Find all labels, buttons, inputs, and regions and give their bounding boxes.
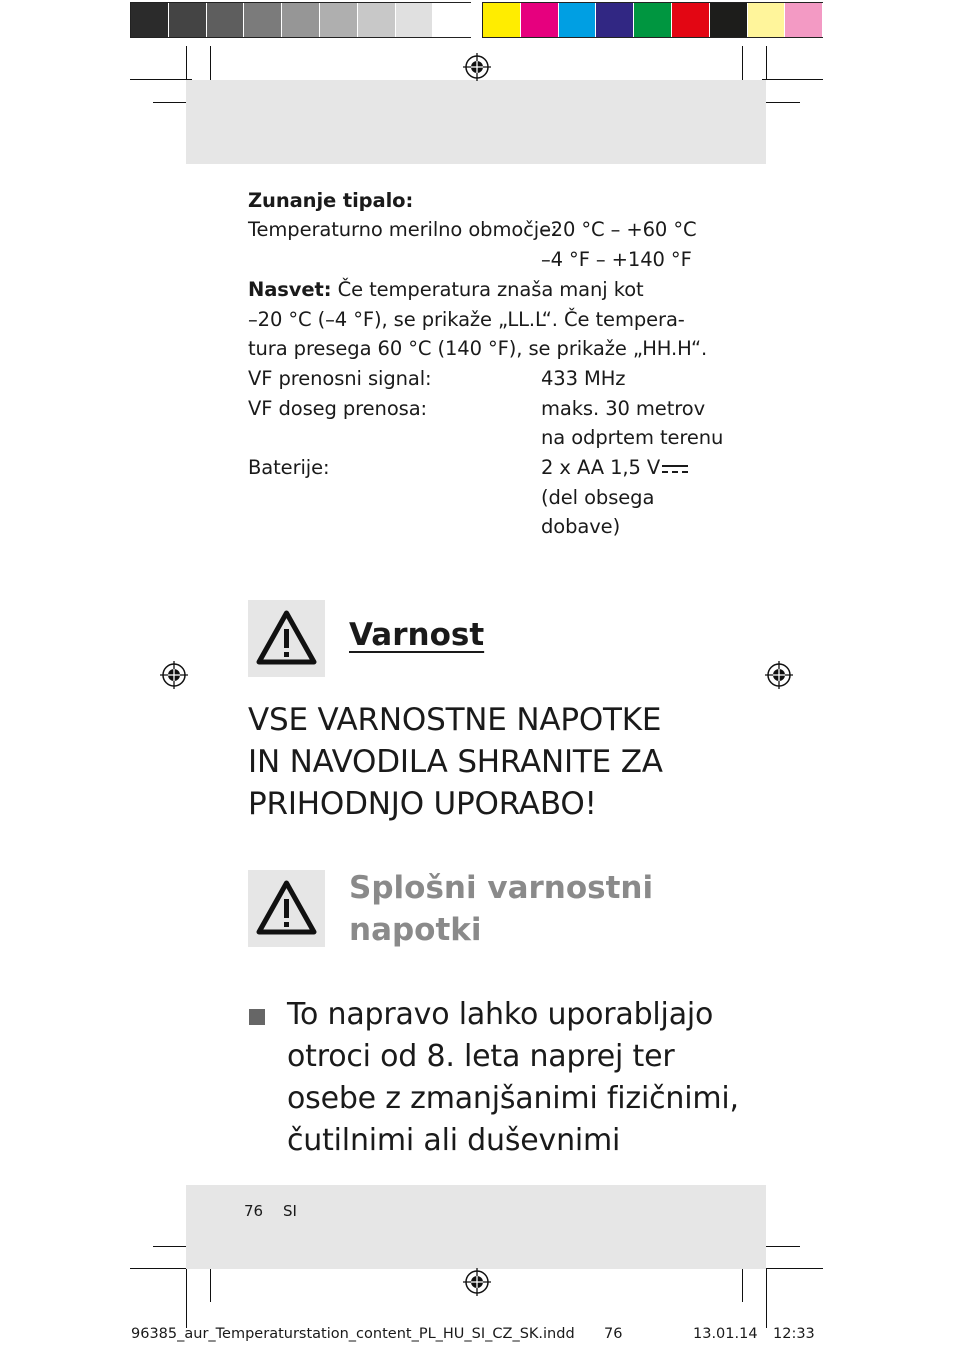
caps-notice-line-3: PRIHODNJO UPORABO! bbox=[248, 786, 597, 822]
battery-value-1 bbox=[541, 453, 688, 483]
color-swatch bbox=[483, 3, 521, 37]
color-swatch bbox=[748, 3, 786, 37]
registration-mark-icon bbox=[160, 661, 188, 689]
crop-mark bbox=[186, 1268, 187, 1328]
rf-signal-label: VF prenosni signal: bbox=[248, 367, 432, 390]
battery-value-text: 2 x AA 1,5 V bbox=[541, 456, 661, 479]
temp-range-celsius: –20 °C – +60 °C bbox=[541, 218, 697, 241]
crop-mark bbox=[766, 46, 767, 80]
general-safety-heading-line-1: Splošni varnostni bbox=[349, 870, 654, 906]
tip-line-2: –20 °C (–4 °F), se prikaže „LL.L“. Če tempera- bbox=[248, 308, 685, 331]
bullet-text-line-1: To napravo lahko uporabljajo bbox=[287, 997, 714, 1032]
crop-mark bbox=[766, 1268, 767, 1328]
bullet-square-icon bbox=[249, 1009, 265, 1025]
tip-line-1 bbox=[248, 275, 644, 305]
caps-notice-line-1: VSE VARNOSTNE NAPOTKE bbox=[248, 702, 662, 738]
crop-mark bbox=[130, 79, 192, 80]
battery-label: Baterije: bbox=[248, 456, 330, 479]
temp-range-fahrenheit: –4 °F – +140 °F bbox=[541, 248, 692, 271]
crop-mark bbox=[130, 1268, 192, 1269]
registration-mark-icon bbox=[463, 1268, 491, 1296]
color-swatch bbox=[785, 3, 823, 37]
warning-triangle-icon bbox=[248, 870, 325, 947]
bullet-text-line-3: osebe z zmanjšanimi fizičnimi, bbox=[287, 1081, 739, 1116]
battery-value-2: (del obsega bbox=[541, 486, 655, 509]
battery-value-3: dobave) bbox=[541, 515, 621, 538]
color-swatch bbox=[131, 3, 169, 37]
color-swatch bbox=[634, 3, 672, 37]
crop-mark bbox=[762, 79, 823, 80]
caps-notice-line-2: IN NAVODILA SHRANITE ZA bbox=[248, 744, 663, 780]
color-swatch bbox=[559, 3, 597, 37]
tip-label: Nasvet: bbox=[248, 278, 332, 301]
warning-box bbox=[248, 600, 325, 677]
general-safety-heading-line-2: napotki bbox=[349, 912, 482, 948]
crop-mark bbox=[762, 1246, 800, 1247]
color-swatch bbox=[396, 3, 434, 37]
color-swatch bbox=[521, 3, 559, 37]
color-swatch bbox=[672, 3, 710, 37]
tip-line-3: tura presega 60 °C (140 °F), se prikaže „HH.H“. bbox=[248, 337, 708, 360]
color-swatch bbox=[433, 3, 471, 37]
page-number: 76 bbox=[244, 1202, 264, 1220]
slug-date: 13.01.14 bbox=[693, 1326, 758, 1342]
temp-range-label: Temperaturno merilno območje: bbox=[248, 218, 558, 241]
bullet-text-line-4: čutilnimi ali duševnimi bbox=[287, 1123, 621, 1158]
slug-page: 76 bbox=[604, 1326, 623, 1342]
color-swatch bbox=[596, 3, 634, 37]
rf-range-value-2: na odprtem terenu bbox=[541, 426, 724, 449]
safety-heading: Varnost bbox=[349, 617, 485, 653]
crop-mark bbox=[762, 1268, 823, 1269]
language-code: SI bbox=[283, 1202, 297, 1220]
footer-band bbox=[186, 1185, 766, 1269]
registration-mark-icon bbox=[765, 661, 793, 689]
color-swatch bbox=[169, 3, 207, 37]
rf-signal-value: 433 MHz bbox=[541, 367, 626, 390]
crop-mark bbox=[762, 102, 800, 103]
bullet-text-line-2: otroci od 8. leta naprej ter bbox=[287, 1039, 675, 1074]
rf-range-value-1: maks. 30 metrov bbox=[541, 397, 706, 420]
slug-filename: 96385_aur_Temperaturstation_content_PL_HU_SI_CZ_SK.indd bbox=[131, 1326, 575, 1342]
warning-triangle-icon bbox=[248, 600, 325, 677]
registration-mark-icon bbox=[463, 53, 491, 81]
crop-mark bbox=[186, 46, 187, 80]
color-swatch bbox=[282, 3, 320, 37]
header-band bbox=[186, 80, 766, 164]
slug-time: 12:33 bbox=[773, 1326, 815, 1342]
tip-text-1: Če temperatura znaša manj kot bbox=[337, 278, 644, 301]
color-swatch bbox=[244, 3, 282, 37]
rf-range-label: VF doseg prenosa: bbox=[248, 397, 428, 420]
warning-box bbox=[248, 870, 325, 947]
color-swatch bbox=[320, 3, 358, 37]
color-swatch bbox=[710, 3, 748, 37]
color-swatch bbox=[207, 3, 245, 37]
color-swatch bbox=[358, 3, 396, 37]
direct-current-icon bbox=[662, 463, 688, 475]
sensor-heading: Zunanje tipalo: bbox=[248, 189, 414, 212]
